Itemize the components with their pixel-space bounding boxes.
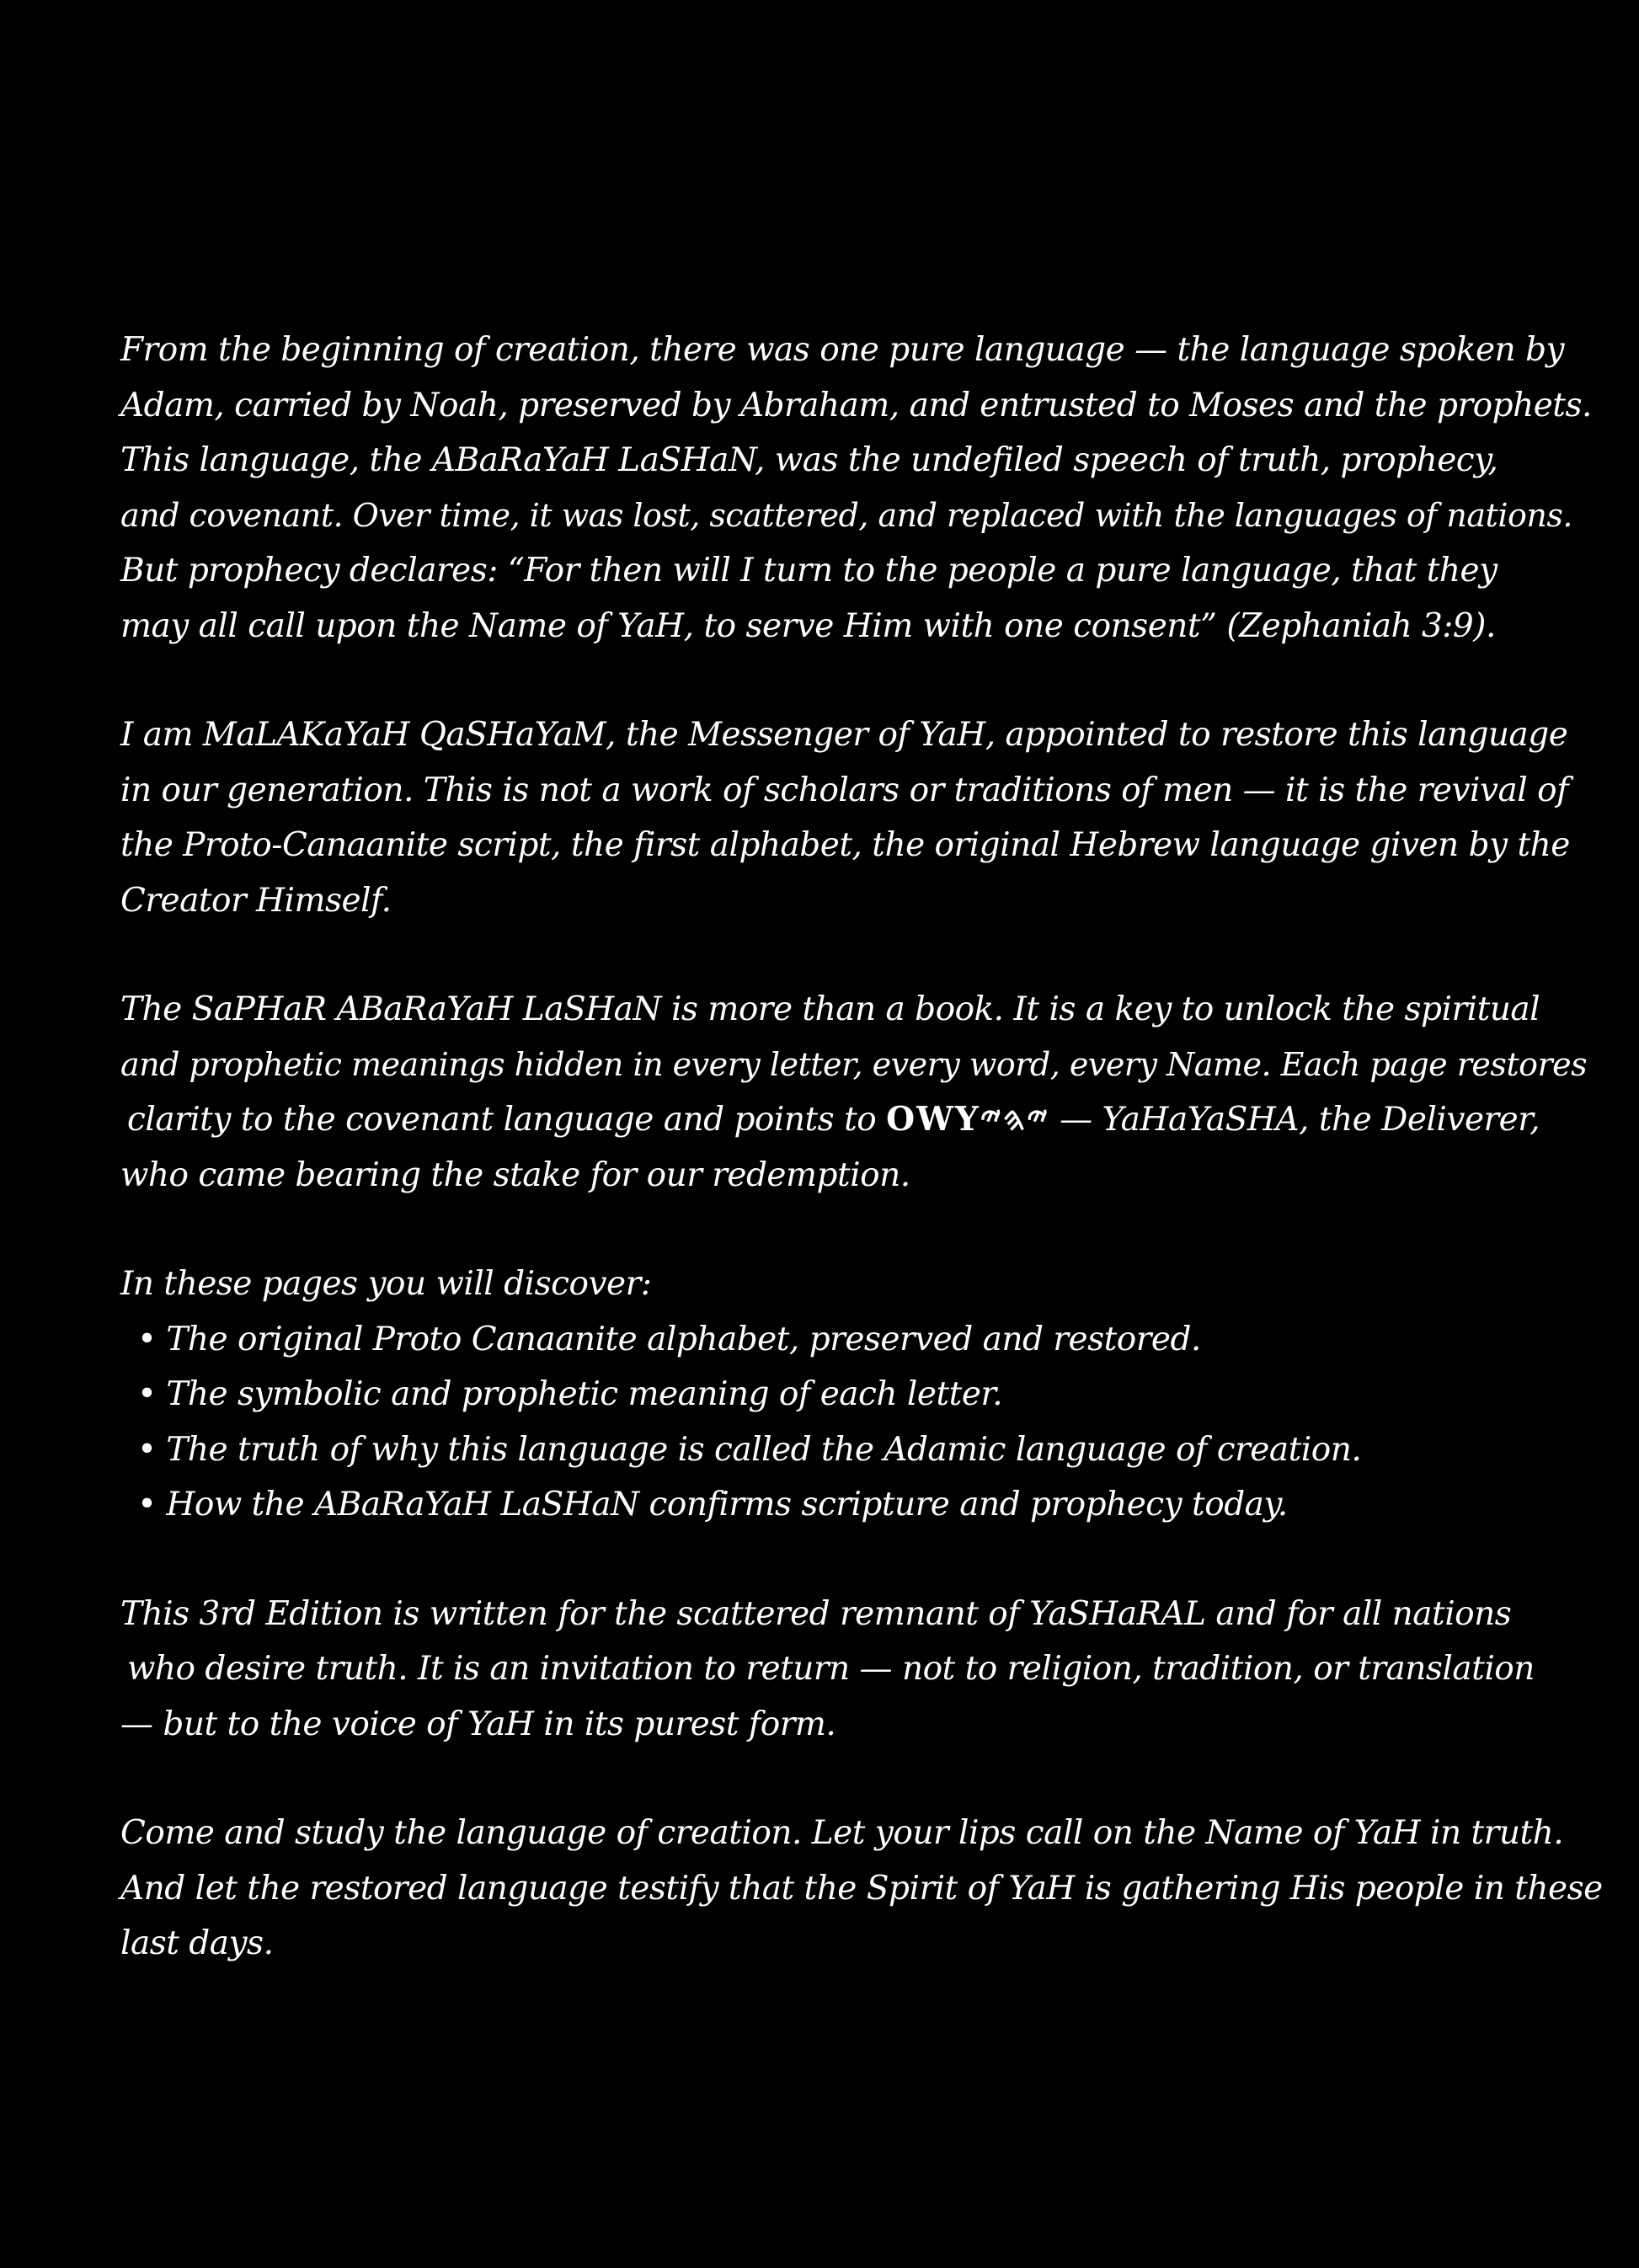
text-line: and covenant. Over time, it was lost, scattered, and replaced with the languages of nations.	[120, 496, 1572, 534]
text-line: last days.	[120, 1924, 274, 1962]
proto-canaanite-name: OWY𐤉𐤄𐤉	[886, 1100, 1050, 1139]
text-line-with-script	[120, 1092, 1552, 1148]
paragraph-origin	[120, 323, 1592, 654]
paragraph-edition	[120, 1587, 1552, 1753]
text-line: I am MaLAKaYaH QaSHaYaM, the Messenger of YaH, appointed to restore this language	[120, 716, 1568, 754]
text-line: But prophecy declares: “For then will I turn to the people a pure language, that they	[120, 552, 1498, 590]
text-line: Adam, carried by Noah, preserved by Abraham, and entrusted to Moses and the prophets.	[120, 386, 1592, 424]
text-line: may all call upon the Name of YaH, to serve Him with one consent” (Zephaniah 3:9).	[120, 606, 1496, 645]
text-line: The SaPHaR ABaRaYaH LaSHaN is more than a book. It is a key to unlock the spiritual	[120, 990, 1540, 1028]
text-line: Creator Himself.	[120, 881, 392, 920]
list-item: • The symbolic and prophetic meaning of each letter.	[137, 1375, 1003, 1413]
text-line: From the beginning of creation, there was one pure language — the language spoken by	[120, 331, 1565, 369]
text-line: who desire truth. It is an invitation to return — not to religion, tradition, or translation	[127, 1650, 1535, 1688]
text-line: in our generation. This is not a work of scholars or traditions of men — it is the revival of	[120, 771, 1569, 809]
text-line: and prophetic meanings hidden in every letter, every word, every Name. Each page restores	[120, 1045, 1588, 1083]
text-line: And let the restored language testify that the Spirit of YaH is gathering His people in these	[120, 1869, 1603, 1908]
paragraph-book	[120, 982, 1588, 1203]
text-line: This language, the ABaRaYaH LaSHaN, was the undefiled speech of truth, prophecy,	[120, 441, 1498, 479]
list-item: • How the ABaRaYaH LaSHaN confirms scripture and prophecy today.	[137, 1486, 1288, 1524]
paragraph-discover	[120, 1257, 1552, 1533]
text-segment: — YaHaYaSHA, the Deliverer,	[1060, 1101, 1540, 1139]
text-line: the Proto-Canaanite script, the first alphabet, the original Hebrew language given by the	[120, 826, 1570, 864]
list-intro: In these pages you will discover:	[120, 1265, 652, 1303]
text-line: Come and study the language of creation. Let your lips call on the Name of YaH in truth.	[120, 1814, 1564, 1852]
list-item: • The truth of why this language is called the Adamic language of creation.	[137, 1430, 1362, 1469]
paragraph-messenger	[120, 707, 1570, 928]
document-body	[120, 323, 1603, 2025]
text-line: This 3rd Edition is written for the scattered remnant of YaSHaRAL and for all nations	[120, 1594, 1512, 1633]
text-line: — but to the voice of YaH in its purest form.	[120, 1705, 836, 1743]
list-item: • The original Proto Canaanite alphabet, preserved and restored.	[137, 1320, 1201, 1358]
text-line: who came bearing the stake for our redemption.	[120, 1155, 910, 1194]
text-segment: clarity to the covenant language and points to	[127, 1101, 877, 1139]
paragraph-closing	[120, 1806, 1603, 1972]
